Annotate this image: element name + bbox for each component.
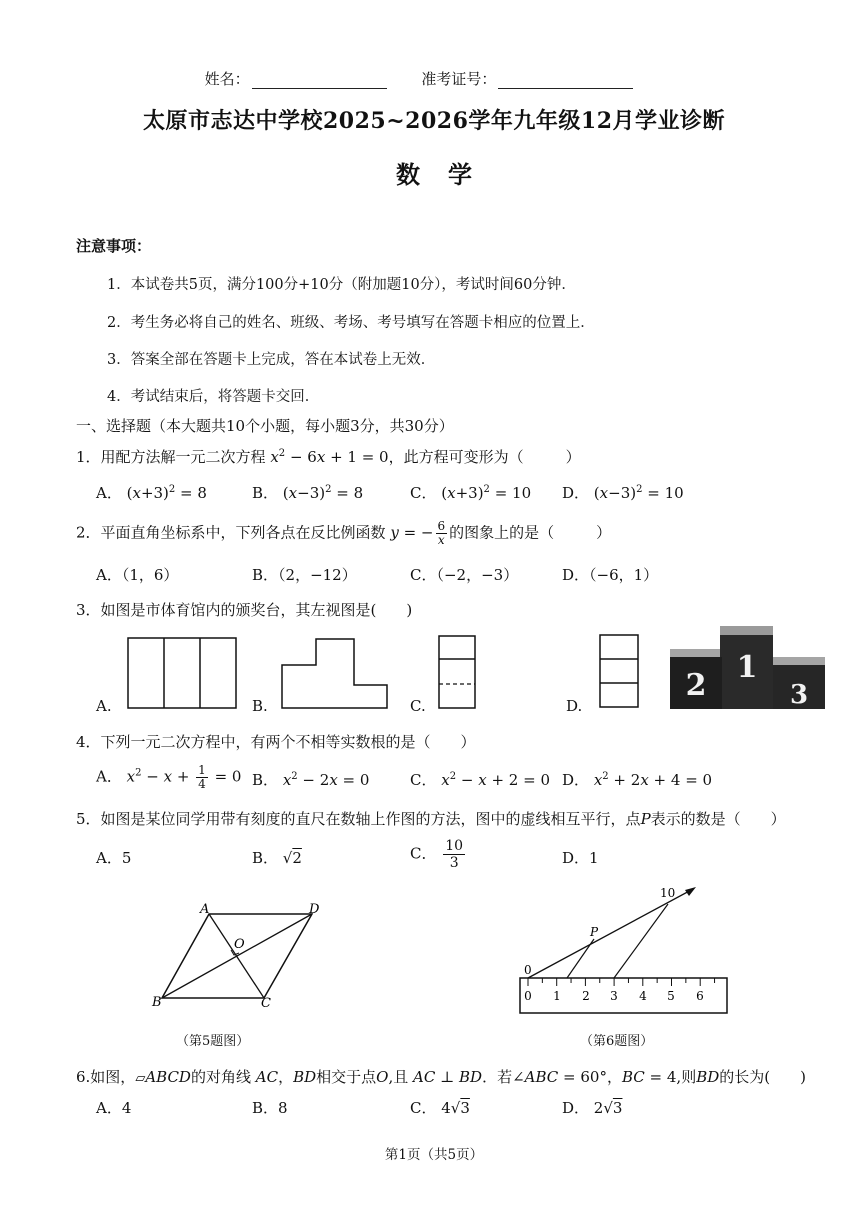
option-c-view (439, 636, 475, 708)
ruler-ticks (528, 978, 715, 986)
option-b[interactable]: B．8 (252, 1099, 288, 1117)
podium-label: 2 (685, 668, 707, 703)
option-d[interactable]: D． $(x-3)^2 = 10$ (562, 484, 684, 502)
option-d[interactable]: D． $x^2 + 2x + 4 = 0$ (562, 771, 713, 789)
option-b[interactable]: B． $(x-3)^2 = 8$ (252, 484, 364, 502)
page-footer: 第1页（共5页） (384, 1147, 484, 1163)
exam-number-label: 准考证号： (421, 70, 497, 88)
axis-ten-label: 10 (660, 886, 676, 900)
name-label: 姓名： (204, 70, 250, 88)
notice-item: 1．本试卷共5页，满分100分+10分（附加题10分），考试时间60分钟． (107, 277, 576, 293)
vertex-c: C (261, 996, 271, 1011)
option-c[interactable]: C． 4√3 (410, 1099, 470, 1117)
notice-item: 2．考生务必将自己的姓名、班级、考场、考号填写在答题卡相应的位置上． (107, 315, 595, 331)
ruler-number: 0 (524, 989, 532, 1003)
notice-heading: 注意事项： (76, 237, 152, 255)
option-c[interactable]: C． $\frac{10}{3}$ (410, 838, 464, 871)
option-b[interactable]: B. (252, 697, 268, 715)
ruler-number: 1 (553, 989, 561, 1003)
candidate-info (0, 68, 868, 89)
ruler-number: 5 (667, 989, 675, 1003)
option-d[interactable]: D． 2√3 (562, 1099, 623, 1117)
figure-6-caption: （第6题图） (580, 1034, 654, 1049)
ruler-figure (510, 880, 740, 1020)
notice-item: 4．考试结束后，将答题卡交回． (107, 389, 320, 405)
exam-number-blank (498, 74, 633, 89)
ruler-number: 2 (582, 989, 590, 1003)
option-b[interactable]: B． $x^2 - 2x = 0$ (252, 771, 370, 789)
parallelogram-figure (145, 895, 335, 1015)
ruler-number: 6 (696, 989, 704, 1003)
question-3-stem: 3．如图是市体育馆内的颁奖台，其左视图是( ) (76, 601, 413, 619)
question-4-stem: 4．下列一元二次方程中，有两个不相等实数根的是（ ） (76, 733, 476, 751)
option-d-view (600, 635, 638, 707)
option-d[interactable]: D．（−6，1） (562, 566, 659, 584)
question-3-figures (90, 625, 830, 720)
vertex-d: D (309, 902, 320, 917)
question-5-stem: 5．如图是某位同学用带有刻度的直尺在数轴上作图的方法，图中的虚线相互平行，点P表示的数是（ ） (76, 810, 786, 828)
option-a[interactable]: A． $(x+3)^2 = 8$ (96, 484, 207, 502)
vertex-a: A (200, 902, 210, 917)
equation: $x^2 - 6x + 1 = 0$ (270, 448, 389, 466)
option-a[interactable]: A．5 (96, 849, 132, 867)
question-2-stem: 2．平面直角坐标系中，下列各点在反比例函数 y = − $\frac{6}{x}$ 的图象上的是（ ） (76, 519, 612, 547)
subject-title: 数学 (396, 160, 500, 189)
option-b[interactable]: B． √2 (252, 849, 302, 867)
option-a[interactable]: A. (96, 697, 112, 715)
podium-image (670, 626, 825, 710)
option-b-view (282, 639, 387, 708)
option-a-view (128, 638, 236, 708)
option-c[interactable]: C． $x^2 - x + 2 = 0$ (410, 771, 550, 789)
podium-label: 1 (736, 650, 758, 685)
exam-title: 太原市志达中学校2025~2026学年九年级12月学业诊断 (142, 108, 725, 134)
option-a[interactable]: A． $x^2 - x$ + $\frac{1}{4}$ = 0 (96, 763, 242, 791)
point-p: P (590, 925, 599, 939)
vertex-b: B (152, 995, 162, 1010)
ruler-number: 3 (610, 989, 618, 1003)
option-c[interactable]: C． $(x+3)^2 = 10$ (410, 484, 532, 502)
podium-label: 3 (789, 680, 809, 710)
name-blank (252, 74, 387, 89)
notice-item: 3．答案全部在答题卡上完成，答在本试卷上无效． (107, 352, 436, 368)
option-d[interactable]: D．1 (562, 849, 599, 867)
point-o: O (234, 937, 245, 952)
question-6-stem: 6.如图，▱ABCD的对角线 AC，BD相交于点O,且 AC ⊥ BD．若∠ABC = 60°，BC = 4,则BD的长为( ) (76, 1068, 806, 1086)
option-c[interactable]: C. (410, 697, 426, 715)
ruler-number: 4 (639, 989, 647, 1003)
question-1-stem: 1．用配方法解一元二次方程 $x^2 - 6x + 1 = 0$，此方程可变形为（ ） (76, 448, 581, 466)
axis-zero-label: 0 (524, 963, 532, 977)
option-a[interactable]: A．4 (96, 1099, 132, 1117)
section-heading: 一、选择题（本大题共10个小题，每小题3分，共30分） (76, 417, 454, 435)
figure-5-caption: （第5题图） (176, 1034, 250, 1049)
option-c[interactable]: C．（−2，−3） (410, 566, 519, 584)
option-a[interactable]: A．（1，6） (96, 566, 179, 584)
option-b[interactable]: B．（2，−12） (252, 566, 357, 584)
ruler-numbers (524, 989, 704, 1003)
option-d[interactable]: D. (566, 697, 583, 715)
